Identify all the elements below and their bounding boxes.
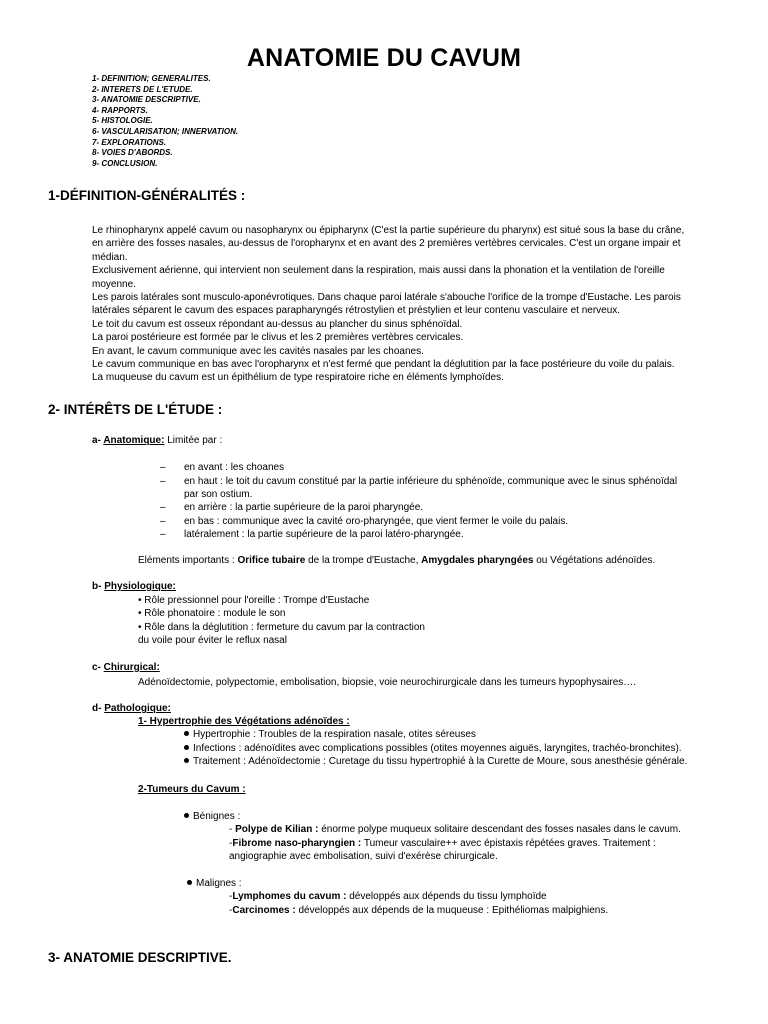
tumor-desc: développés aux dépends de la muqueuse : Epithéliomas malpighiens. <box>295 905 609 916</box>
tumor-dash: - <box>229 824 236 835</box>
tumor-name: Fibrome naso-pharyngien : <box>232 838 362 849</box>
subsection-text: Limitée par : <box>164 435 223 446</box>
section-heading-definition: 1-DÉFINITION-GÉNÉRALITÉS : <box>48 188 246 203</box>
important-suffix: ou Végétations adénoïdes. <box>533 555 656 566</box>
tumor-item <box>229 890 547 903</box>
role-item: • Rôle pressionnel pour l'oreille : Trompe d'Eustache <box>138 595 370 606</box>
subsection-label: Physiologique: <box>104 581 176 592</box>
paragraph-line: Exclusivement aérienne, qui intervient non seulement dans la respiration, mais aussi dans la phonation et la ventilation de l'oreille <box>92 265 665 277</box>
subsection-label: Pathologique: <box>104 703 171 714</box>
tumor-name: Carcinomes : <box>232 905 296 916</box>
limit-item: en haut : le toit du cavum constitué par la partie inférieure du sphénoïde, communique avec le sinus sphénoïdal <box>184 476 678 487</box>
document-title: ANATOMIE DU CAVUM <box>246 44 522 72</box>
pathology-item-text: Hypertrophie : Troubles de la respiration nasale, otites séreuses <box>193 729 476 740</box>
definition-paragraph <box>92 224 732 385</box>
section-heading-interets: 2- INTÉRÊTS DE L'ÉTUDE : <box>48 402 223 417</box>
subsection-prefix: d- <box>92 703 105 714</box>
important-elements <box>138 554 655 567</box>
limit-item: par son ostium. <box>184 489 253 500</box>
bullet-icon <box>184 731 189 736</box>
tumor-item <box>229 823 681 836</box>
paragraph-line: médian. <box>92 251 128 263</box>
toc-item: 7- EXPLORATIONS. <box>92 137 167 147</box>
tumor-category <box>187 877 242 890</box>
dash-marker: – <box>160 462 166 473</box>
limit-item: latéralement : la partie supérieure de la paroi latéro-pharyngée. <box>184 529 464 540</box>
limit-item: en avant : les choanes <box>184 462 285 473</box>
paragraph-line: Le cavum communique en bas avec l'oropharynx et n'est fermé que pendant la déglutition par la face postérieure du voile du palais. <box>92 359 675 371</box>
role-item: • Rôle dans la déglutition : fermeture du cavum par la contraction <box>138 622 425 633</box>
tumor-continuation: angiographie avec embolisation, suivi d'exérèse chirurgicale. <box>229 851 498 862</box>
toc-item: 6- VASCULARISATION; INNERVATION. <box>92 126 239 136</box>
subsection-prefix: a- <box>92 435 104 446</box>
subsection-physiologique <box>92 580 176 593</box>
tumor-dash: - <box>229 891 233 902</box>
pathology-subtitle: 1- Hypertrophie des Végétations adénoïdes : <box>138 716 350 727</box>
bullet-icon <box>184 813 189 818</box>
bullet-icon <box>187 880 192 885</box>
paragraph-line: Le rhinopharynx appelé cavum ou nasopharynx ou épipharynx (C'est la partie supérieure du pharynx) est situé sous la base du crâne, <box>92 225 685 236</box>
pathology-item-text: Traitement : Adénoïdectomie : Curetage du tissu hypertrophié à la Curette de Moure, sous anesthésie générale. <box>193 756 688 767</box>
tumor-category-label: Malignes : <box>196 878 242 889</box>
tumor-name: Lymphomes du cavum : <box>232 891 347 902</box>
paragraph-line: en arrière des fosses nasales, au-dessus de l'oropharynx et en avant des 2 premières vertèbres cervicales. C'est un organe impair et <box>92 238 681 250</box>
paragraph-line: latérales séparent le cavum des espaces parapharyngés rétrostylien et préstylien et leur contenu vasculaire et nerveux. <box>92 305 621 317</box>
tumor-category-label: Bénignes : <box>193 811 241 822</box>
important-prefix: Eléments importants : <box>138 555 238 566</box>
dash-marker: – <box>160 516 166 527</box>
pathology-item <box>184 742 682 755</box>
toc-item: 8- VOIES D'ABORDS. <box>92 148 173 158</box>
subsection-pathologique <box>92 702 171 715</box>
paragraph-line: Le toit du cavum est osseux répondant au-dessus au plancher du sinus sphénoïdal. <box>92 318 463 330</box>
tumor-dash: - <box>229 905 233 916</box>
pathology-item-text: Infections : adénoïdites avec complications possibles (otites moyennes aiguës, laryngites, trachéo-bronchites). <box>193 743 682 754</box>
subsection-label: Chirurgical: <box>103 662 160 673</box>
important-bold: Orifice tubaire <box>237 555 306 566</box>
tumor-item <box>229 904 608 917</box>
pathology-item <box>184 728 476 741</box>
dash-marker: – <box>160 502 166 513</box>
subsection-prefix: c- <box>92 662 104 673</box>
toc-item: 1- DEFINITION; GENERALITES. <box>92 74 211 83</box>
pathology-subtitle: 2-Tumeurs du Cavum : <box>138 784 246 795</box>
toc-item: 5- HISTOLOGIE. <box>92 116 153 126</box>
paragraph-line: Les parois latérales sont musculo-aponévrotiques. Dans chaque paroi latérale s'abouche l'orifice de la trompe d'Eustache. Les parois <box>92 292 681 304</box>
tumor-desc: énorme polype muqueux solitaire descendant des fosses nasales dans le cavum. <box>318 824 681 835</box>
toc-item: 4- RAPPORTS. <box>92 105 148 115</box>
section-heading-anatomie: 3- ANATOMIE DESCRIPTIVE. <box>48 950 232 965</box>
subsection-anatomique <box>92 434 222 447</box>
tumor-item <box>229 837 656 850</box>
role-item: • Rôle phonatoire : module le son <box>138 608 286 619</box>
bullet-icon <box>184 745 189 750</box>
tumor-desc: développés aux dépends du tissu lymphoïde <box>346 891 547 902</box>
tumor-desc: Tumeur vasculaire++ avec épistaxis répétées graves. Traitement : <box>361 838 656 849</box>
toc-item: 3- ANATOMIE DESCRIPTIVE. <box>92 95 201 105</box>
toc-item: 2- INTERETS DE L'ETUDE. <box>92 84 193 94</box>
paragraph-line: La muqueuse du cavum est un épithélium de type respiratoire riche en éléments lymphoïdes. <box>92 372 504 384</box>
tumor-dash: - <box>229 838 233 849</box>
role-continuation: du voile pour éviter le reflux nasal <box>138 635 287 646</box>
limit-item: en bas : communique avec la cavité oro-pharyngée, que vient fermer le voile du palais. <box>184 516 569 527</box>
bullet-icon <box>184 758 189 763</box>
subsection-label: Anatomique: <box>103 435 165 446</box>
toc-item: 9- CONCLUSION. <box>92 158 158 168</box>
subsection-prefix: b- <box>92 581 105 592</box>
limit-item: en arrière : la partie supérieure de la paroi pharyngée. <box>184 502 424 513</box>
subsection-chirurgical <box>92 661 160 674</box>
paragraph-line: La paroi postérieure est formée par le clivus et les 2 premières vertèbres cervicales. <box>92 332 464 344</box>
important-mid: de la trompe d'Eustache, <box>305 555 422 566</box>
important-bold: Amygdales pharyngées <box>421 555 534 566</box>
pathology-item <box>184 755 687 768</box>
table-of-contents <box>92 74 238 169</box>
paragraph-line: moyenne. <box>92 278 136 290</box>
tumor-category <box>184 810 240 823</box>
chirurgical-text: Adénoïdectomie, polypectomie, embolisation, biopsie, voie neurochirurgicale dans les tumeurs hypophysaires…. <box>138 677 637 688</box>
dash-marker: – <box>160 529 166 540</box>
dash-marker: – <box>160 476 166 487</box>
paragraph-line: En avant, le cavum communique avec les cavités nasales par les choanes. <box>92 345 424 357</box>
tumor-name: Polype de Kilian : <box>235 824 319 835</box>
